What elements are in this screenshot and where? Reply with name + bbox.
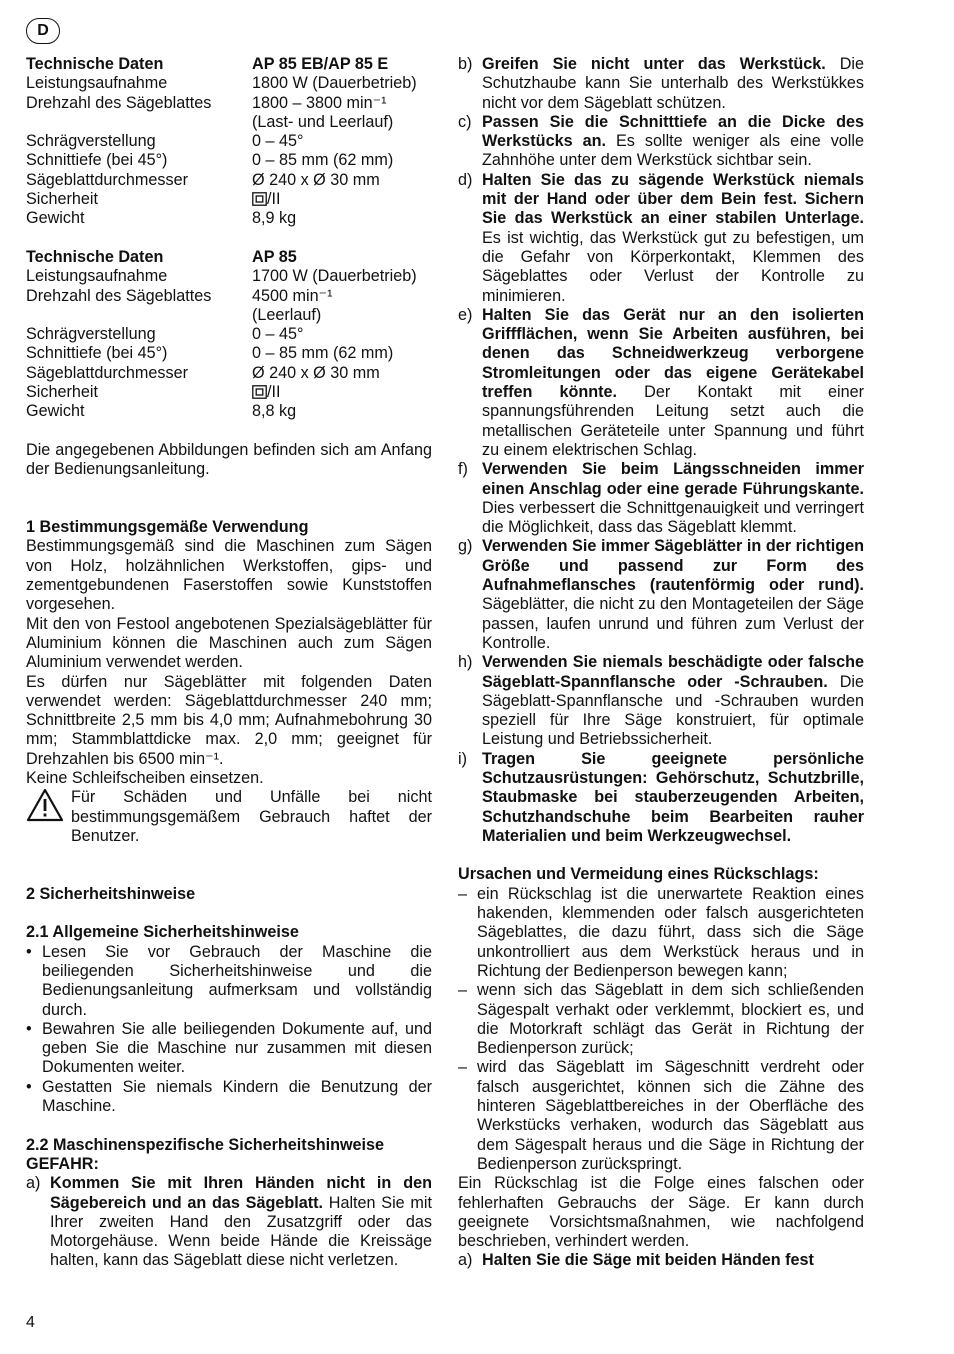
spec-label: Gewicht	[26, 209, 85, 228]
section-1-paragraph: Es dürfen nur Sägeblätter mit folgenden Daten verwendet werden: Sägeblattdurchmesser 240 mm; Schnittbreite 2,5 mm bis 4,0 mm; Aufnahmebohrung 30 mm; Stammblattdicke max. 2,0 mm; geeignet für Drehzahlen bis 6500 min⁻¹.	[26, 672, 432, 768]
spec-value-text: (Leerlauf)	[252, 305, 322, 324]
spec-row	[26, 132, 432, 151]
spec-label: Sägeblattdurchmesser	[26, 170, 188, 189]
item-bold-text: Halten Sie das Gerät nur an den isolierten Griffflächen, wenn Sie Arbeiten ausführen, bei denen das Schneidwerkzeug verborgene Stromleitungen oder das eigene Gerätekabel treffen könnte.	[482, 305, 864, 402]
bullet-text: Lesen Sie vor Gebrauch der Maschine die beiliegenden Sicherheitshinweise und die Bedienungsanleitung aufmerksam und vollständig durch.	[42, 942, 432, 1019]
spec-value	[252, 74, 432, 93]
item-text	[482, 55, 864, 113]
item-label: a)	[458, 1251, 473, 1270]
safety-item	[458, 171, 864, 306]
spec-label: Sicherheit	[26, 190, 98, 209]
item-plain-text: Es ist wichtig, das Werkstück gut zu befestigen, um die Gefahr von Körperkontakt, Klemmen des Sägeblattes oder Verlust der Kontrolle zu minimieren.	[482, 228, 864, 305]
safety-item	[458, 113, 864, 171]
spec-value	[252, 209, 432, 228]
kickback-cause-item	[458, 1058, 864, 1174]
safety-item	[26, 1174, 432, 1270]
spec-value-text: 0 – 85 mm (62 mm)	[252, 151, 394, 170]
spec-row	[26, 94, 432, 113]
spec-row	[26, 287, 432, 306]
item-label: d)	[458, 170, 473, 189]
item-plain-text: Der Kontakt mit einer spannungsführenden Leitung setzt auch die metallischen Geräteteile unter Spannung und führt zu einem elektrischen Schlag.	[482, 383, 864, 459]
protection-class-icon	[252, 192, 267, 206]
item-plain-text: Die Sägeblatt-Spannflansche und -Schrauben wurden speziell für Ihre Säge konstruiert, für optimale Leistung und Betriebssicherheit.	[482, 672, 864, 749]
spec-heading	[26, 248, 432, 267]
dash-text: wird das Sägeblatt im Sägeschnitt verdreht oder falsch ausgerichtet, können sich die Zähne des hinteren Sägeblattbereiches in der Oberfläche des Werkstücks verhaken, wodurch das Sägeblatt aus dem Sägespalt heraus und die Säge in Richtung der Bedienperson zurückspringt.	[477, 1058, 864, 1173]
spec-label: Schrägverstellung	[26, 325, 156, 344]
right-column	[458, 55, 864, 1271]
item-plain-text: Dies verbessert die Schnittgenauigkeit und verringert die Möglichkeit, dass das Sägeblatt klemmt.	[482, 498, 864, 537]
item-label: i)	[458, 749, 467, 768]
kickback-item-a	[458, 1251, 864, 1270]
item-label: b)	[458, 55, 473, 73]
spec-row	[26, 113, 432, 132]
safety-item	[458, 653, 864, 749]
spec-row	[26, 344, 432, 363]
spec-value	[252, 151, 432, 170]
spec-label: Leistungsaufnahme	[26, 74, 168, 93]
page-number: 4	[26, 1314, 35, 1331]
item-plain-text: Die Schutzhaube kann Sie unterhalb des Werkstükkes nicht vor dem Sägeblatt schützen.	[482, 55, 864, 112]
item-label: g)	[458, 537, 473, 556]
warning-text: Für Schäden und Unfälle bei nicht bestimmungsgemäßem Gebrauch haftet der Benutzer.	[71, 788, 432, 845]
section-1-paragraph: Mit den von Festool angebotenen Spezialsägeblätter für Aluminium können die Maschinen auch zum Sägen Aluminium verwendet werden.	[26, 614, 432, 672]
item-label: c)	[458, 112, 472, 131]
spec-value	[252, 113, 432, 132]
item-bold-text: Kommen Sie mit Ihren Händen nicht in den Sägebereich und an das Sägeblatt.	[50, 1174, 432, 1212]
dash-text: ein Rückschlag ist die unerwartete Reaktion eines hakenden, klemmenden oder falsch ausgerichteten Sägeblattes, die dazu führt, dass sich die Säge unkontrolliert aus dem Werkstück heraus und in Richtung der Bedienperson bewegen kann;	[477, 884, 864, 980]
spec-label: Leistungsaufnahme	[26, 267, 168, 286]
spec-label: Sägeblattdurchmesser	[26, 363, 188, 382]
spec-value-text: (Last- und Leerlauf)	[252, 112, 394, 131]
bullet-mark: •	[26, 1077, 32, 1096]
safety-item	[458, 306, 864, 460]
spec-value	[252, 190, 432, 209]
spec-label: Schnittiefe (bei 45°)	[26, 344, 168, 363]
item-text	[482, 653, 864, 749]
spec-table-ap85e	[26, 55, 432, 229]
item-text	[482, 537, 864, 653]
kickback-cause-item	[458, 885, 864, 981]
spec-label	[26, 306, 252, 325]
bullet-item	[26, 943, 432, 1020]
spec-row	[26, 267, 432, 286]
bullet-text: Bewahren Sie alle beiliegenden Dokumente auf, und geben Sie die Maschine nur zusammen mit diesen Dokumenten weiter.	[42, 1019, 432, 1077]
spec-value-text: 8,9 kg	[252, 209, 297, 228]
spec-value-text: 8,8 kg	[252, 402, 297, 421]
spec-row	[26, 74, 432, 93]
spec-value	[252, 402, 432, 421]
spec-row	[26, 402, 432, 421]
language-badge: D	[26, 18, 60, 44]
spec-value-text: 4500 min⁻¹	[252, 286, 333, 305]
spec-value-text: 1800 – 3800 min⁻¹	[252, 93, 387, 112]
item-label: a)	[26, 1174, 41, 1193]
item-bold-text: Halten Sie die Säge mit beiden Händen fest	[482, 1251, 814, 1270]
spec-value	[252, 94, 432, 113]
spec-label: Drehzahl des Sägeblattes	[26, 286, 212, 305]
spec-row	[26, 383, 432, 402]
spec-table-ap85	[26, 248, 432, 422]
item-label: f)	[458, 460, 468, 479]
spec-heading-model: AP 85	[252, 247, 297, 266]
bullet-item	[26, 1020, 432, 1078]
spec-heading-label: Technische Daten	[26, 55, 164, 73]
item-label: e)	[458, 305, 473, 324]
item-bold-text: Verwenden Sie niemals beschädigte oder falsche Sägeblatt-Spannflansche oder -Schrauben.	[482, 653, 864, 691]
spec-row	[26, 171, 432, 190]
spec-heading	[26, 55, 432, 74]
safety-item	[458, 750, 864, 846]
item-text	[482, 460, 864, 537]
left-column	[26, 55, 432, 1271]
bullet-mark: •	[26, 942, 32, 961]
kickback-title: Ursachen und Vermeidung eines Rückschlags:	[458, 865, 819, 884]
section-2-1-title: 2.1 Allgemeine Sicherheitshinweise	[26, 923, 299, 942]
spec-value	[252, 171, 432, 190]
spec-value	[252, 364, 432, 383]
spec-heading-model: AP 85 EB/AP 85 E	[252, 55, 389, 73]
spec-heading-label: Technische Daten	[26, 247, 164, 266]
spec-row	[26, 151, 432, 170]
spec-value-text: /II	[267, 383, 281, 402]
spec-value-text: 0 – 85 mm (62 mm)	[252, 344, 394, 363]
section-2-2-title: 2.2 Maschinenspezifische Sicherheitshinweise	[26, 1135, 385, 1154]
item-plain-text: Es sollte weniger als eine volle Zahnhöhe unter dem Werkstück sichtbar sein.	[482, 132, 864, 170]
item-bold-text: Tragen Sie geeignete persönliche Schutzausrüstungen: Gehörschutz, Schutzbrille, Staubmaske bei stauberzeugenden Arbeiten, Schutzhandschuhe beim Bearbeiten rauher Materialien und beim Werkzeugwechsel.	[482, 749, 864, 845]
item-text	[482, 306, 864, 460]
item-text	[482, 171, 864, 306]
protection-class-icon	[252, 385, 267, 399]
spec-value	[252, 267, 432, 286]
section-1-paragraph: Keine Schleifscheiben einsetzen.	[26, 768, 264, 787]
bullet-mark: •	[26, 1019, 32, 1038]
spec-value	[252, 306, 432, 325]
spec-value-text: Ø 240 x Ø 30 mm	[252, 170, 380, 189]
item-plain-text: Sägeblätter, die nicht zu den Montageteilen der Säge passen, laufen unrund und führen zum Verlust der Kontrolle.	[482, 595, 864, 652]
spec-value	[252, 383, 432, 402]
spec-value-text: 1800 W (Dauerbetrieb)	[252, 74, 417, 93]
item-text	[482, 750, 864, 846]
item-bold-text: Verwenden Sie beim Längsschneiden immer einen Anschlag oder eine gerade Führungskante.	[482, 460, 864, 498]
spec-value-text: 0 – 45°	[252, 325, 304, 344]
kickback-summary: Ein Rückschlag ist die Folge eines falschen oder fehlerhaften Gebrauchs der Säge. Er kann durch geeignete Vorsichtsmaßnahmen, wie nachfolgend beschrieben, verhindert werden.	[458, 1174, 864, 1251]
warning-triangle-icon	[26, 788, 71, 846]
item-text	[482, 113, 864, 171]
item-text	[50, 1174, 432, 1270]
spec-row	[26, 325, 432, 344]
kickback-cause-item	[458, 981, 864, 1058]
section-2-title: 2 Sicherheitshinweise	[26, 884, 196, 903]
dash-mark: –	[458, 884, 468, 903]
spec-row	[26, 306, 432, 325]
spec-row	[26, 209, 432, 228]
item-label: h)	[458, 653, 473, 672]
safety-item	[458, 537, 864, 653]
item-bold-text: Verwenden Sie immer Sägeblätter in der richtigen Größe und passend zur Form des Aufnahmeflansches (rautenförmig oder rund).	[482, 537, 864, 595]
spec-value-text: 0 – 45°	[252, 132, 304, 151]
spec-value	[252, 287, 432, 306]
section-1-paragraph: Bestimmungsgemäß sind die Maschinen zum Sägen von Holz, holzähnlichen Werkstoffen, gips- und zementgebundenen Faserstoffen sowie Kunststoffen vorgesehen.	[26, 537, 432, 614]
spec-value	[252, 325, 432, 344]
spec-label: Schnittiefe (bei 45°)	[26, 151, 168, 170]
bullet-text: Gestatten Sie niemals Kindern die Benutzung der Maschine.	[42, 1077, 432, 1116]
spec-value	[252, 132, 432, 151]
spec-value-text: /II	[267, 190, 281, 209]
illustrations-note: Die angegebenen Abbildungen befinden sich am Anfang der Bedienungsanleitung.	[26, 440, 432, 479]
safety-item	[458, 55, 864, 113]
spec-value-text: 1700 W (Dauerbetrieb)	[252, 267, 417, 286]
item-bold-text: Greifen Sie nicht unter das Werkstück.	[482, 55, 826, 73]
spec-label: Schrägverstellung	[26, 132, 156, 151]
spec-label: Sicherheit	[26, 383, 98, 402]
section-1-title: 1 Bestimmungsgemäße Verwendung	[26, 518, 309, 537]
dash-text: wenn sich das Sägeblatt in dem sich schließenden Sägespalt verhakt oder verklemmt, blockiert es, und die Motorkraft schlägt das Gerät in Richtung der Bedienperson zurück;	[477, 981, 864, 1058]
item-bold-text: Passen Sie die Schnitttiefe an die Dicke des Werkstücks an.	[482, 112, 864, 151]
safety-item	[458, 460, 864, 537]
danger-label: GEFAHR:	[26, 1154, 99, 1173]
spec-label	[26, 113, 252, 132]
spec-value	[252, 344, 432, 363]
dash-mark: –	[458, 981, 468, 1000]
spec-value-text: Ø 240 x Ø 30 mm	[252, 363, 380, 382]
dash-mark: –	[458, 1058, 468, 1077]
warning-note	[26, 788, 432, 846]
item-plain-text: Halten Sie mit Ihrer zweiten Hand den Zusatzgriff oder das Motorgehäuse. Wenn beide Hände die Kreissäge halten, kann das Sägeblatt diese nicht verletzen.	[50, 1193, 432, 1270]
spec-row	[26, 364, 432, 383]
item-bold-text: Halten Sie das zu sägende Werkstück niemals mit der Hand oder über dem Bein fest. Sichern Sie das Werkstück an einer stabilen Unterlage.	[482, 170, 864, 228]
spec-row	[26, 190, 432, 209]
bullet-item	[26, 1078, 432, 1117]
spec-label: Drehzahl des Sägeblattes	[26, 93, 212, 112]
spec-label: Gewicht	[26, 402, 85, 421]
